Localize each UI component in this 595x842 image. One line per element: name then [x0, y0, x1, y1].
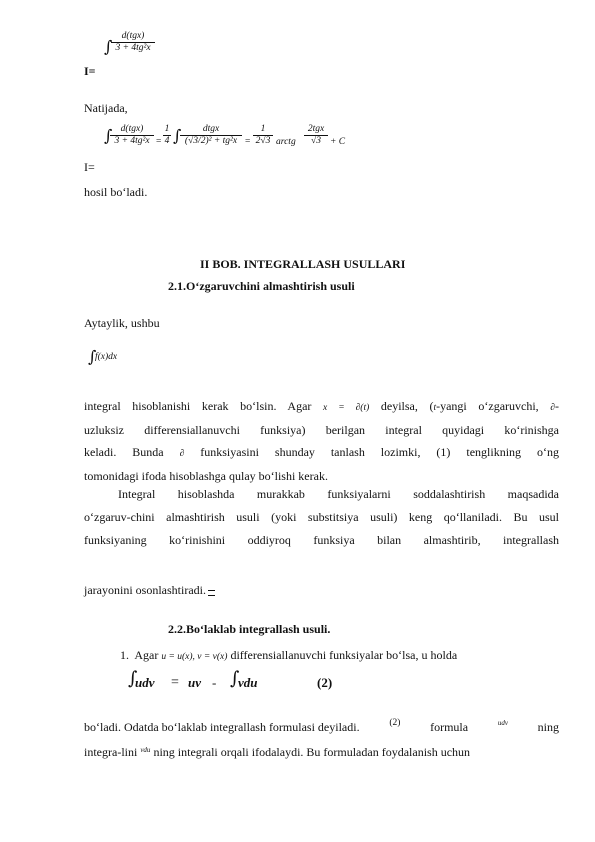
- eq2-equals-b: =: [245, 137, 251, 147]
- text-run: -yangi o‘zgaruvchi,: [436, 399, 539, 413]
- paragraph-line: [84, 441, 559, 465]
- equals-mark: [208, 590, 215, 596]
- text-run: differensiallanuvchi funksiyalar bo‘lsa, u holda: [230, 648, 458, 662]
- eq3-udv: udv: [135, 675, 155, 690]
- integral-sign: ∫: [173, 126, 182, 145]
- aytaylik-text: Aytaylik, ushbu: [84, 316, 160, 330]
- eq2-f2-numerator: 1: [164, 124, 170, 134]
- list-item-1: [120, 648, 457, 664]
- eq3-label: (2): [317, 675, 333, 690]
- text-run: integra-lini: [84, 745, 138, 759]
- paragraph-line: o‘zgaruv-chini almashtirish usuli (yoki substitsiya usuli) keng qo‘llaniladi. Bu usul: [84, 510, 559, 524]
- text-run: funksiyasini shunday tanlash lozimki, (1) tenglikning o‘ng: [200, 445, 560, 459]
- eq2-fraction-1: [110, 124, 154, 147]
- text-run: formula: [430, 720, 469, 734]
- paragraph-line: [84, 745, 470, 761]
- eq2-f3-numerator: dtgx: [202, 124, 220, 134]
- chapter-title: II BOB. INTEGRALLASH USULLARI: [200, 257, 406, 271]
- eq1-lhs: I=: [84, 64, 96, 78]
- inline-formula: ∂: [550, 403, 555, 413]
- eq2-f5-denominator: √3: [311, 136, 321, 146]
- eq2-f1-denominator: 3 + 4tg²x: [114, 136, 150, 146]
- inline-formula: (2): [389, 718, 401, 728]
- integral-fx-dx: f(x)dx: [95, 352, 118, 362]
- natijada-text: Natijada,: [84, 101, 128, 115]
- eq2-f4-denominator: 2√3: [255, 136, 271, 146]
- paragraph-substitution-purpose: [84, 483, 559, 552]
- text-run: bo‘ladi. Odatda bo‘laklab integrallash formulasi deyiladi.: [84, 720, 360, 734]
- paragraph-line: uzluksiz differensiallanuvchi funksiya) berilgan integral quyidagi ko‘rinishga: [84, 423, 559, 437]
- text-run: -: [555, 399, 559, 413]
- integral-sign: ∫: [88, 347, 97, 366]
- eq1-numerator: d(tgx): [121, 31, 145, 41]
- eq1-fraction: [111, 31, 155, 54]
- text-run: integral hisoblanishi kerak bo‘lsin. Agar: [84, 399, 312, 413]
- paragraph-line: [84, 583, 215, 597]
- integral-sign: ∫: [128, 668, 138, 689]
- paragraph-line: Integral hisoblashda murakkab funksiyalarni soddalashtirish maqsadida: [118, 487, 559, 501]
- text-run: ning: [537, 720, 559, 734]
- inline-formula: t: [433, 403, 437, 413]
- integral-sign: ∫: [230, 668, 240, 689]
- eq3-vdu: vdu: [238, 675, 258, 690]
- eq2-equals-a: =: [156, 137, 162, 147]
- hosil-text: hosil bo‘ladi.: [84, 185, 148, 199]
- eq1-denominator: 3 + 4tg²x: [115, 43, 151, 53]
- eq2-f2-denominator: 4: [164, 136, 170, 146]
- eq2-arctg: arctg: [276, 137, 296, 147]
- paragraph-line: tomonidagi ifoda hisoblashga qulay bo‘lishi kerak.: [84, 469, 328, 483]
- eq2-fraction-5: [304, 124, 328, 147]
- eq2-f3-denominator: (√3/2)² + tg²x: [184, 136, 238, 146]
- eq3-equals: =: [171, 675, 179, 690]
- eq2-fraction-4: [253, 124, 273, 147]
- inline-formula: u = u(x), v = v(x): [161, 652, 228, 662]
- section-2-1-title: 2.1.O‘zgaruvchini almashtirish usuli: [168, 279, 355, 293]
- integral-sign: ∫: [104, 37, 113, 56]
- paragraph-line: funksiyaning ko‘rinishini oddiyroq funksiya bilan almashtirib, integrallash: [84, 533, 559, 547]
- text-run: deyilsa, (: [380, 399, 434, 413]
- paragraph-line: [84, 720, 559, 734]
- text-run: ning integrali orqali ifodalaydi. Bu formuladan foydalanish uchun: [153, 745, 471, 759]
- inline-formula: vdu: [140, 746, 151, 754]
- eq2-plus-c: + C: [330, 137, 346, 147]
- paragraph-line: [84, 395, 559, 419]
- eq2-f4-numerator: 1: [260, 124, 266, 134]
- list-number: 1.: [120, 648, 129, 662]
- eq3-minus: -: [212, 675, 217, 690]
- eq2-fraction-2: [163, 124, 171, 147]
- eq3-uv: uv: [188, 675, 201, 690]
- text-run: jarayonini osonlashtiradi.: [84, 583, 206, 597]
- inline-formula: ∂: [179, 449, 185, 459]
- eq2-lhs: I=: [84, 160, 95, 174]
- eq2-f1-numerator: d(tgx): [120, 124, 144, 134]
- eq2-fraction-3: [180, 124, 242, 147]
- text-run: keladi. Bunda: [84, 445, 164, 459]
- section-2-2-title: 2.2.Bo‘laklab integrallash usuli.: [168, 622, 331, 636]
- integral-sign: ∫: [104, 126, 113, 145]
- eq2-f5-numerator: 2tgx: [307, 124, 325, 134]
- inline-formula: udv: [497, 719, 508, 727]
- text-run: Agar: [134, 648, 159, 662]
- inline-formula: x = ∂(t): [323, 403, 370, 413]
- paragraph-substitution: [84, 395, 559, 487]
